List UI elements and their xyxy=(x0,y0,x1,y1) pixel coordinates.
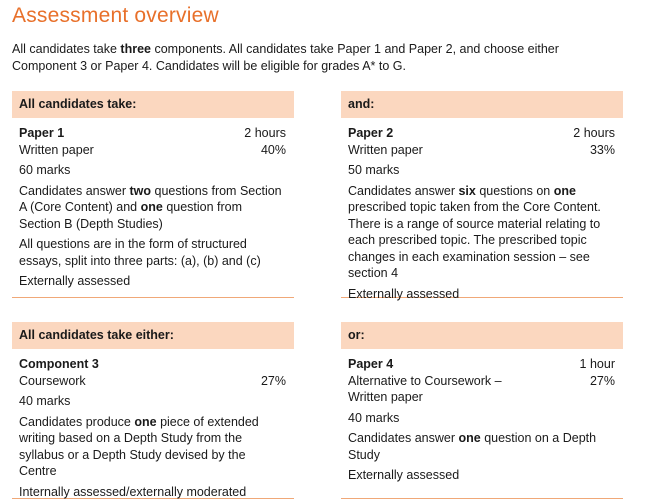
component-name: Paper 1 xyxy=(19,126,65,140)
assessment-type: Externally assessed xyxy=(348,468,460,482)
assessment-type: Externally assessed xyxy=(348,286,460,301)
intro-paragraph: All candidates take three components. All candidates take Paper 1 and Paper 2, and choose either Component 3 or Paper 4. Candidates will be eligible for grades A* to G. xyxy=(12,42,559,73)
description: Candidates answer six questions on one prescribed topic taken from the Core Content. There is a range of source material relating to each prescribed topic. The prescribed topic changes in each examination session – see section 4 xyxy=(348,183,601,280)
component-type: Written paper xyxy=(19,142,94,157)
marks: 40 marks xyxy=(19,394,71,408)
marks: 60 marks xyxy=(19,163,71,177)
component-type: Alternative to Coursework – Written paper xyxy=(348,373,502,404)
card-paper-4 xyxy=(341,322,623,499)
weighting: 27% xyxy=(260,373,286,388)
card-body xyxy=(12,118,294,298)
card-header: All candidates take: xyxy=(12,91,294,118)
weighting: 33% xyxy=(589,142,615,157)
card-component-3 xyxy=(12,322,294,499)
marks: 40 marks xyxy=(348,410,400,425)
description: Candidates answer one question on a Depth Study xyxy=(348,431,597,462)
duration: 2 hours xyxy=(573,126,615,140)
card-header: and: xyxy=(341,91,623,118)
assessment-type: Internally assessed/externally moderated xyxy=(19,484,247,499)
marks: 50 marks xyxy=(348,163,400,177)
card-header: All candidates take either: xyxy=(12,322,294,349)
weighting: 40% xyxy=(260,142,286,157)
component-type: Coursework xyxy=(19,373,86,388)
description: Candidates produce one piece of extended writing based on a Depth Study from the syllabus or a Depth Study devised by the Centre xyxy=(19,414,259,478)
description-2: All questions are in the form of structured essays, split into three parts: (a), (b) and (c) xyxy=(19,237,261,268)
duration: 1 hour xyxy=(579,357,615,371)
assessment-type: Externally assessed xyxy=(19,274,131,288)
component-name: Paper 2 xyxy=(348,126,394,140)
component-name: Component 3 xyxy=(19,357,99,371)
description: Candidates answer two questions from Section A (Core Content) and one question from Section B (Depth Studies) xyxy=(19,183,282,231)
component-name: Paper 4 xyxy=(348,357,394,371)
page-title: Assessment overview xyxy=(12,4,219,27)
card-body xyxy=(341,118,623,301)
component-type: Written paper xyxy=(348,142,423,157)
card-body xyxy=(12,349,294,499)
weighting: 27% xyxy=(589,373,615,388)
duration: 2 hours xyxy=(244,126,286,140)
card-paper-2 xyxy=(341,91,623,301)
card-body xyxy=(341,349,623,499)
card-header: or: xyxy=(341,322,623,349)
card-paper-1 xyxy=(12,91,294,298)
